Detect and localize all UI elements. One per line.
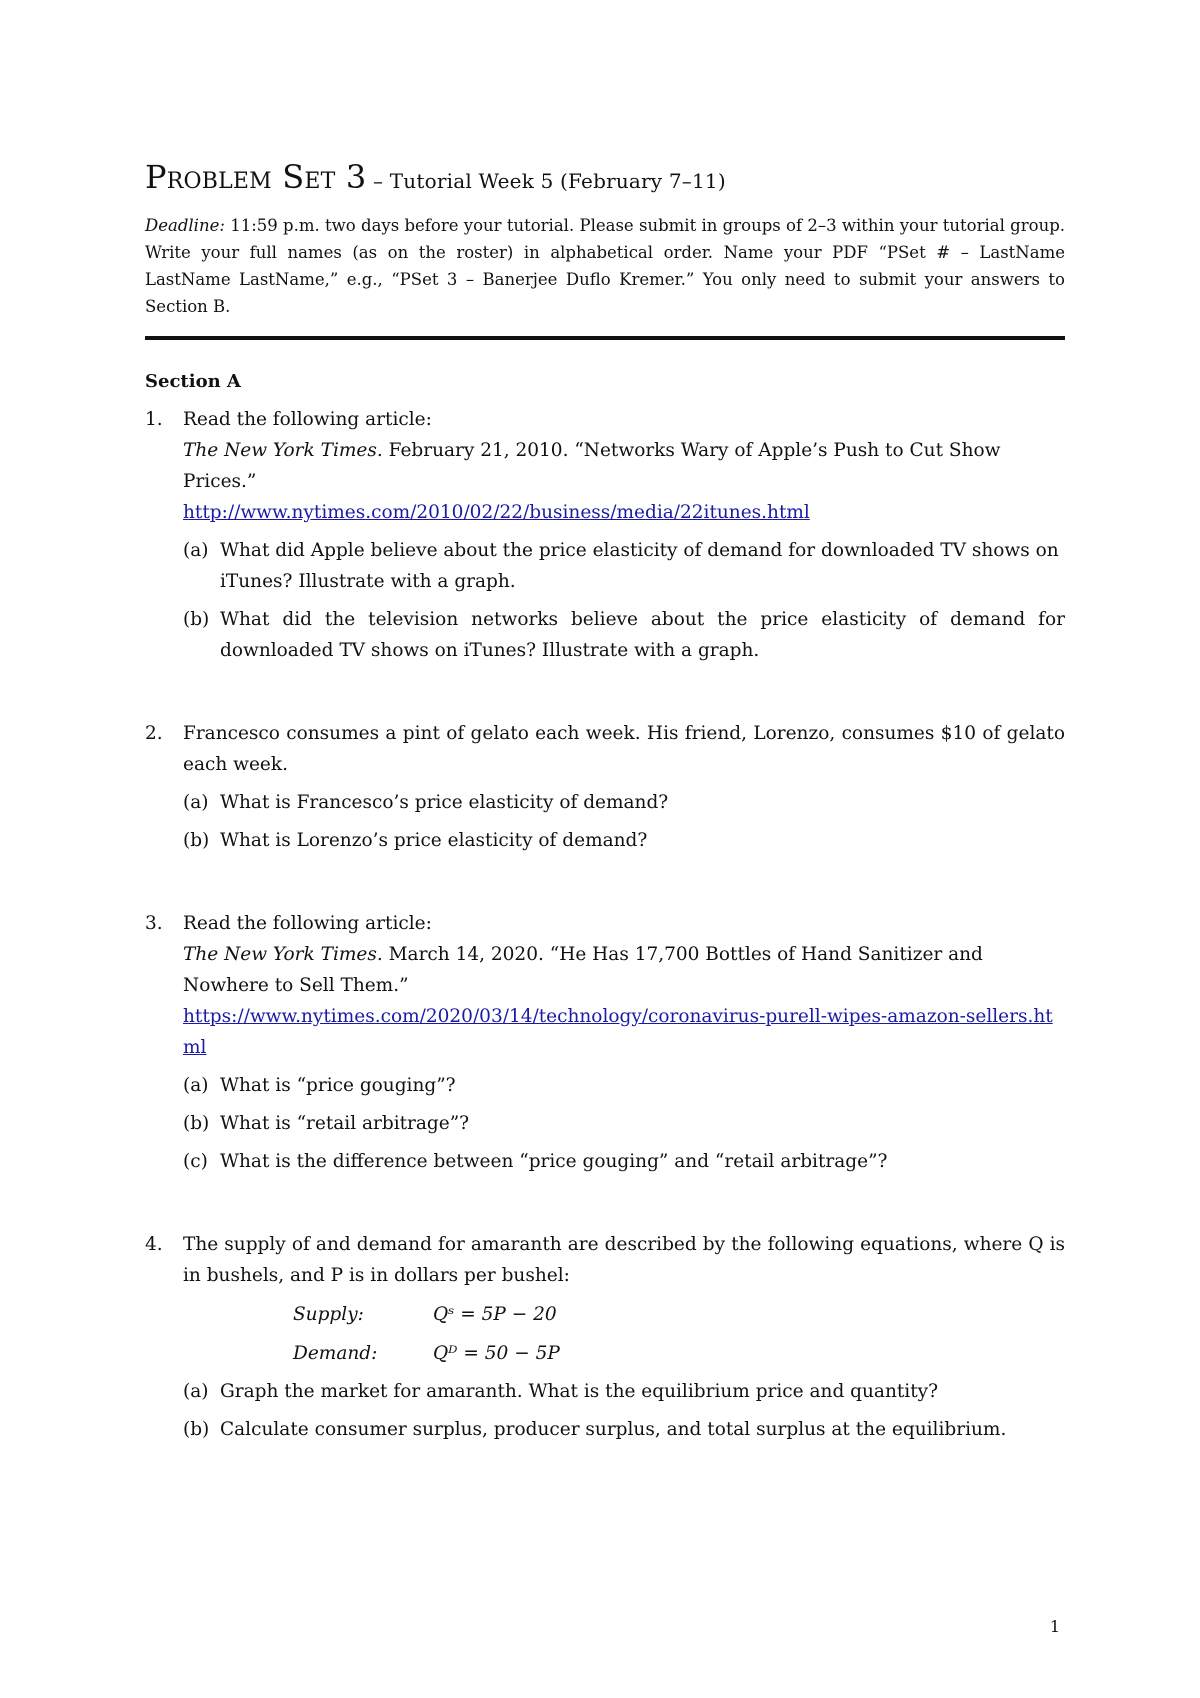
question-1-intro: Read the following article: [183, 409, 432, 430]
deadline-paragraph [145, 212, 1065, 320]
question-3c-mark: (c) [183, 1151, 208, 1172]
question-1b [183, 604, 1065, 666]
question-3a-mark: (a) [183, 1075, 209, 1096]
question-3-intro: Read the following article: [183, 913, 432, 934]
page-number: 1 [1049, 1617, 1060, 1636]
question-2-number: 2. [145, 723, 163, 744]
demand-equation: Qᴰ = 50 − 5P [433, 1343, 560, 1364]
question-4b-text: Calculate consumer surplus, producer surplus, and total surplus at the equilibrium. [220, 1419, 1007, 1440]
question-1 [145, 404, 1065, 666]
section-a-heading: Section A [145, 371, 241, 392]
horizontal-rule [145, 336, 1065, 340]
question-3-number: 3. [145, 913, 163, 934]
question-1-citation-text: February 21, 2010. “Networks Wary of Apple’s Push to Cut Show Prices.” [183, 440, 1001, 492]
question-4-number: 4. [145, 1234, 163, 1255]
question-3b [183, 1108, 1065, 1139]
question-1-source: The New York Times. [183, 440, 383, 461]
question-4b-mark: (b) [183, 1419, 210, 1440]
question-2 [145, 718, 1065, 856]
question-1a [183, 535, 1065, 597]
question-1b-text: What did the television networks believe about the price elasticity of demand for downloaded TV shows on iTunes? Illustrate with a graph. [220, 609, 1065, 661]
page-title [145, 160, 1065, 198]
question-2a-text: What is Francesco’s price elasticity of demand? [220, 792, 669, 813]
question-4a-text: Graph the market for amaranth. What is the equilibrium price and quantity? [220, 1381, 939, 1402]
question-3 [145, 908, 1065, 1177]
question-2b [183, 825, 1065, 856]
supply-label: Supply: [293, 1304, 364, 1325]
title-tutorial-week: – Tutorial Week 5 (February 7–11) [366, 169, 726, 193]
question-3b-mark: (b) [183, 1113, 210, 1134]
question-2b-mark: (b) [183, 830, 210, 851]
deadline-label: Deadline: [145, 216, 225, 235]
question-3-citation-text: March 14, 2020. “He Has 17,700 Bottles of Hand Sanitizer and Nowhere to Sell Them.” [183, 944, 983, 996]
question-1a-text: What did Apple believe about the price elasticity of demand for downloaded TV shows on iTunes? Illustrate with a graph. [220, 540, 1059, 592]
question-3a [183, 1070, 1065, 1101]
question-2b-text: What is Lorenzo’s price elasticity of demand? [220, 830, 648, 851]
question-2-text: Francesco consumes a pint of gelato each week. His friend, Lorenzo, consumes $10 of gelato each week. [183, 723, 1065, 775]
question-3c-text: What is the difference between “price gouging” and “retail arbitrage”? [220, 1151, 888, 1172]
question-4b [183, 1414, 1065, 1445]
question-4a-mark: (a) [183, 1381, 209, 1402]
question-3-source: The New York Times. [183, 944, 383, 965]
question-4a [183, 1376, 1065, 1407]
spacer [145, 856, 1065, 908]
demand-label: Demand: [293, 1343, 378, 1364]
question-2a [183, 787, 1065, 818]
question-1b-mark: (b) [183, 609, 210, 630]
question-3a-text: What is “price gouging”? [220, 1075, 456, 1096]
question-1-article-link[interactable]: http://www.nytimes.com/2010/02/22/business/media/22itunes.html [183, 502, 810, 523]
question-4-text: The supply of and demand for amaranth are described by the following equations, where Q is in bushels, and P is in dollars per bushel: [183, 1234, 1065, 1286]
question-1a-mark: (a) [183, 540, 209, 561]
deadline-text: 11:59 p.m. two days before your tutorial. Please submit in groups of 2–3 within your tutorial group. Write your full names (as on the roster) in alphabetical order. Name your PDF “PSet # – LastName LastName LastName,” e.g., “PSet 3 – Banerjee Duflo Kremer.” You only need to submit your answers to Section B. [145, 216, 1065, 316]
question-3-article-link[interactable]: https://www.nytimes.com/2020/03/14/technology/coronavirus-purell-wipes-amazon-sellers.html [183, 1006, 1053, 1058]
page-content [145, 160, 1065, 1445]
supply-equation-row [293, 1299, 1065, 1330]
question-1-citation [183, 435, 1065, 497]
supply-equation: Qˢ = 5P − 20 [433, 1304, 557, 1325]
question-2a-mark: (a) [183, 792, 209, 813]
question-3b-text: What is “retail arbitrage”? [220, 1113, 470, 1134]
title-problem-set: Problem Set 3 [145, 158, 367, 196]
spacer [145, 1177, 1065, 1229]
spacer [145, 666, 1065, 718]
question-4 [145, 1229, 1065, 1445]
question-3c [183, 1146, 1065, 1177]
question-3-citation [183, 939, 1065, 1001]
demand-equation-row [293, 1338, 1065, 1369]
question-1-number: 1. [145, 409, 163, 430]
